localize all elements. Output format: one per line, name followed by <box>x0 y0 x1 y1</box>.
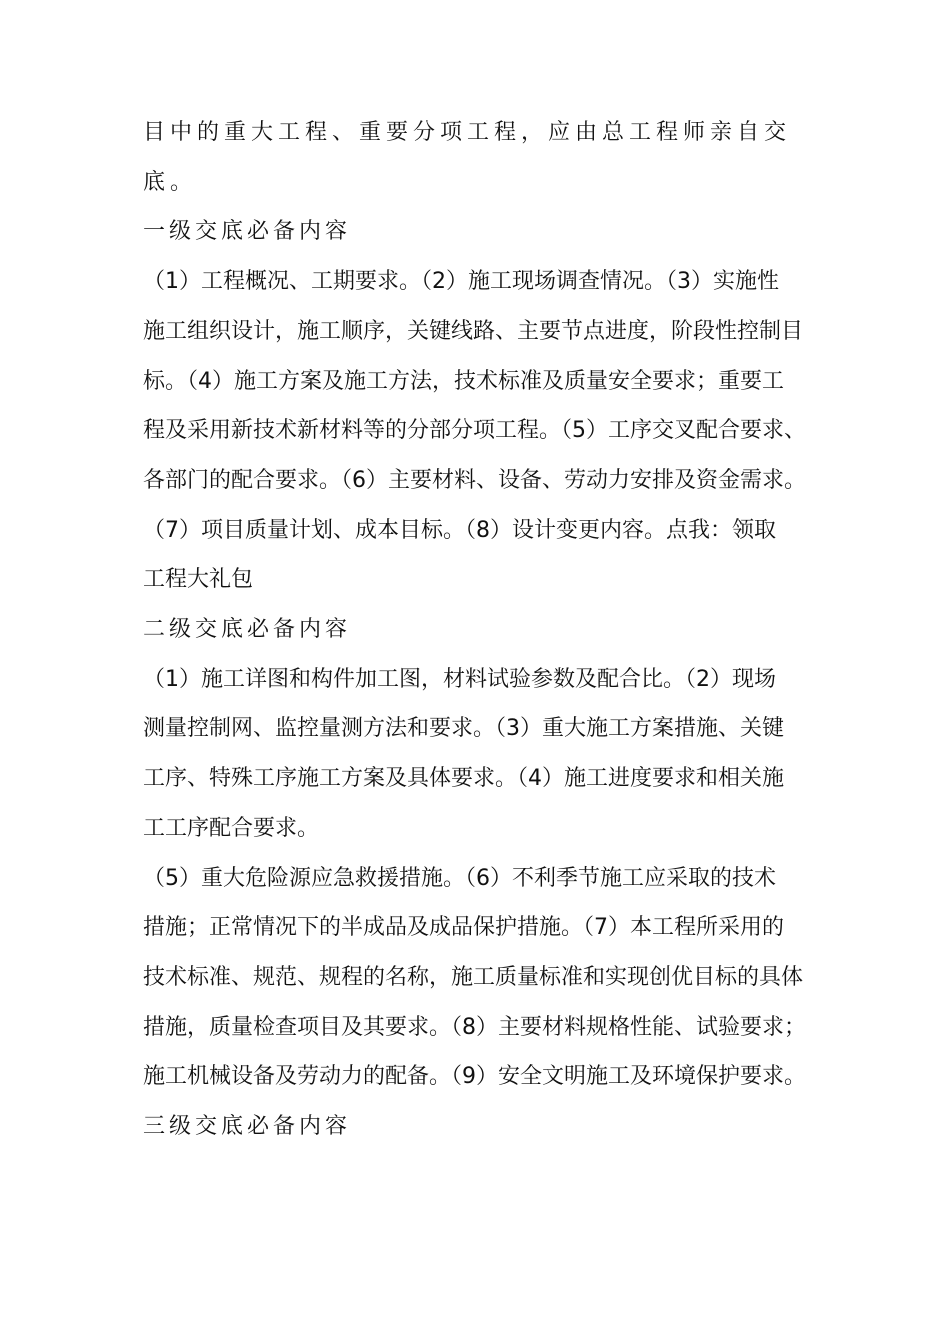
text-line: 底。 <box>143 169 198 195</box>
text-line: 各部门的配合要求。（6）主要材料、设备、劳动力安排及资金需求。 <box>143 467 806 493</box>
para-intro <box>143 108 815 207</box>
text-line: 施工组织设计，施工顺序，关键线路、主要节点进度，阶段性控制目 <box>143 318 804 344</box>
text-line: 工工序配合要求。 <box>143 815 320 841</box>
text-line: （7）项目质量计划、成本目标。（8）设计变更内容。点我：领取 <box>143 517 776 543</box>
text-line: 技术标准、规范、规程的名称，施工质量标准和实现创优目标的具体 <box>143 964 804 990</box>
para-level-2-contents-a <box>143 655 815 854</box>
document-page <box>143 108 815 1152</box>
text-line: 工序、特殊工序施工方案及具体要求。（4）施工进度要求和相关施 <box>143 766 784 792</box>
text-line: 工程大礼包 <box>143 567 254 593</box>
text-line: （1）工程概况、工期要求。（2）施工现场调查情况。（3）实施性 <box>143 269 779 295</box>
text-line: （5）重大危险源应急救援措施。（6）不利季节施工应采取的技术 <box>143 865 776 891</box>
para-level-1-contents <box>143 257 815 605</box>
text-line: 程及采用新技术新材料等的分部分项工程。（5）工序交叉配合要求、 <box>143 418 806 444</box>
text-line: 措施，质量检查项目及其要求。（8）主要材料规格性能、试验要求； <box>143 1014 806 1040</box>
heading-level-2: 二级交底必备内容 <box>143 617 352 643</box>
heading-level-3: 三级交底必备内容 <box>143 1114 352 1140</box>
text-line: 目中的重大工程、重要分项工程，应由总工程师亲自交 <box>143 120 792 145</box>
text-line: 措施；正常情况下的半成品及成品保护措施。（7）本工程所采用的 <box>143 915 784 941</box>
text-line: 测量控制网、监控量测方法和要求。（3）重大施工方案措施、关键 <box>143 716 784 742</box>
heading-level-1: 一级交底必备内容 <box>143 219 352 245</box>
para-level-2-contents-b <box>143 854 815 1103</box>
text-line: 标。（4）施工方案及施工方法，技术标准及质量安全要求；重要工 <box>143 368 784 394</box>
text-line: （1）施工详图和构件加工图，材料试验参数及配合比。（2）现场 <box>143 666 776 692</box>
text-line: 施工机械设备及劳动力的配备。（9）安全文明施工及环境保护要求。 <box>143 1064 806 1090</box>
